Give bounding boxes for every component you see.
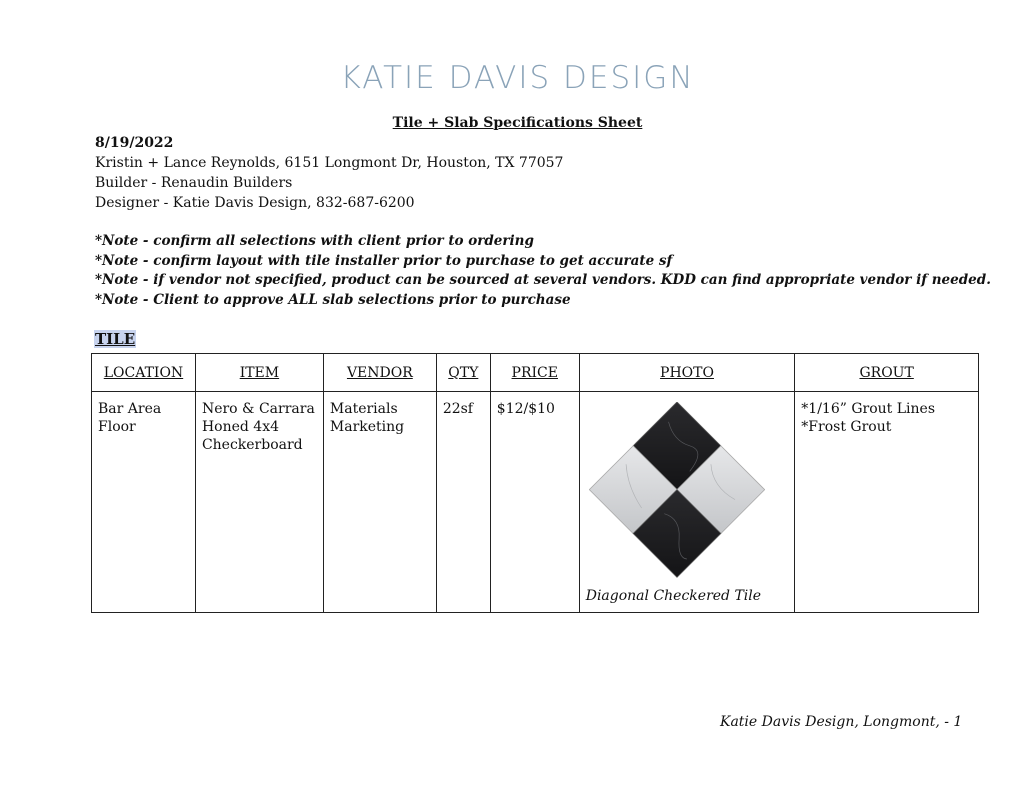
cell-text: Bar Area [98, 401, 162, 417]
note-line: *Note - confirm all selections with client prior to ordering [95, 233, 534, 249]
sheet-title: Tile + Slab Specifications Sheet [392, 115, 643, 131]
cell-item [195, 392, 323, 613]
cell-grout [795, 392, 979, 613]
cell-text: *1/16” Grout Lines [801, 401, 936, 417]
col-header-item: ITEM [195, 354, 323, 392]
cell-location [92, 392, 196, 613]
designer-line: Designer - Katie Davis Design, 832-687-6200 [95, 195, 415, 211]
page-footer: Katie Davis Design, Longmont, - 1 [720, 714, 963, 730]
table-header-row [92, 354, 979, 392]
brand-title: KATIE DAVIS DESIGN [340, 60, 695, 96]
tile-spec-table [91, 353, 979, 613]
col-header-price: PRICE [490, 354, 579, 392]
photo-caption: Diagonal Checkered Tile [585, 588, 762, 604]
cell-vendor [323, 392, 436, 613]
section-title-tile: TILE [95, 330, 136, 348]
col-header-grout: GROUT [795, 354, 979, 392]
note-line: *Note - if vendor not specified, product can be sourced at several vendors. KDD can find appropriate vendor if needed. [95, 272, 991, 288]
checkered-tile-image [589, 402, 765, 578]
cell-price: $12/$10 [490, 392, 579, 613]
header-info [95, 133, 563, 213]
sheet-date: 8/19/2022 [95, 135, 174, 151]
col-header-qty: QTY [436, 354, 490, 392]
col-header-photo: PHOTO [579, 354, 795, 392]
table-row [92, 392, 979, 613]
cell-photo [579, 392, 795, 613]
cell-text: Marketing [329, 419, 405, 435]
note-line: *Note - confirm layout with tile installer prior to purchase to get accurate sf [95, 252, 673, 269]
cell-text: Floor [98, 419, 136, 435]
cell-text: Checkerboard [201, 437, 303, 453]
col-header-vendor: VENDOR [323, 354, 436, 392]
notes-block [95, 232, 991, 310]
builder-line: Builder - Renaudin Builders [95, 175, 293, 191]
cell-text: *Frost Grout [801, 419, 892, 435]
note-line: *Note - Client to approve ALL slab selections prior to purchase [95, 291, 571, 308]
cell-text: Nero & Carrara [201, 401, 315, 417]
cell-qty: 22sf [436, 392, 490, 613]
cell-text: Materials [329, 401, 398, 417]
col-header-location: LOCATION [92, 354, 196, 392]
cell-text: Honed 4x4 [201, 419, 279, 435]
client-line: Kristin + Lance Reynolds, 6151 Longmont Dr, Houston, TX 77057 [95, 155, 564, 171]
